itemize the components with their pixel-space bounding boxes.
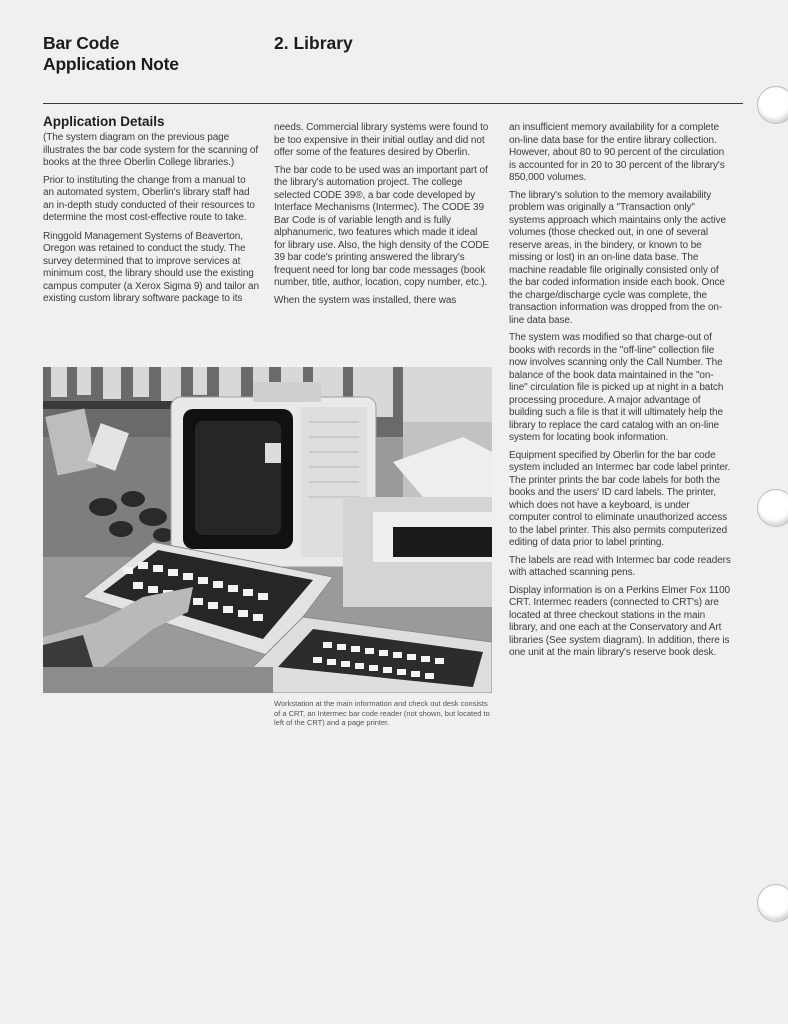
text-column-1 [43,132,259,311]
paragraph: The system was modified so that charge-out of books with records in the "off-line" collection file now involves scanning only the Call Number. The balance of the book data maintained in the "on-line" circulation file is picked up at night in a batch processing procedure. A major advantage of building such a file is that it will ultimately help the library to replace the card catalog with an on-line system for locating book information. [509,332,724,443]
binder-hole-middle [757,489,788,527]
paragraph: (The system diagram on the previous page illustrates the bar code system for the scanning of books at the three Oberlin College libraries.) [43,132,259,168]
section-heading: 2. Library [274,33,353,53]
paragraph: an insufficient memory availability for a complete on-line data base for the entire library collection. However, about 80 to 90 percent of the circulation is accounted for in 20 to 30 percent of the library's 850,000 volumes. [509,122,725,183]
paragraph: The bar code to be used was an important part of the library's automation project. The college selected CODE 39®, a bar code developed by Interface Mechanisms (Intermec). The CODE 39 Bar Code is of variable length and is fully alphanumeric, two features which made it ideal for library use. Also, the high density of the CODE 39 bar code's printing answered the library's frequent need for long bar code messages (book number, title, author, location, copy number, etc.). [274,164,490,288]
paragraph: The library's solution to the memory availability problem was originally a "Transaction only" systems approach which maintains only the active volumes (those checked out, in one of several reserve areas, in the bindery, or known to be missing or lost) in an on-line data base. The machine readable file originally consisted only of the bar coded information inside each book. Once the charge/discharge cycle was complete, the transaction information was dropped from the on-line data base. [509,189,726,326]
title-line-2: Application Note [43,54,179,74]
header-divider [43,103,743,104]
photo-caption: Workstation at the main information and check out desk consists of a CRT, an Intermec bar code reader (not shown, but located to left of the CRT) and a page printer. [274,699,490,727]
document-title [43,33,179,75]
paragraph: Equipment specified by Oberlin for the bar code system included an Intermec bar code label printer. The printer prints the bar code labels for both the books and the users' ID card labels. The printer, which does not have a keyboard, is under computer control to eliminate unauthorized access to the label printer. This also permits computerized editing of data prior to label printing. [509,449,731,548]
application-details-heading: Application Details [43,114,165,129]
paragraph: Ringgold Management Systems of Beaverton, Oregon was retained to conduct the study. The survey determined that to improve services at minimum cost, the library should use the existing campus computer (a Xerox Sigma 9) and tailor an existing custom library software package to its [43,230,259,304]
paragraph: The labels are read with Intermec bar code readers with attached scanning pens. [509,554,731,578]
binder-hole-bottom [757,884,788,922]
paragraph: Display information is on a Perkins Elmer Fox 1100 CRT. Intermec readers (connected to CRT's) are located at three checkout stations in the main library, and one each at the Conservatory and Art libraries (See system diagram). In addition, there is one unit at the main library's reserve book desk. [509,584,731,658]
text-column-3 [509,122,731,665]
text-column-2 [274,122,491,312]
paragraph: needs. Commercial library systems were found to be too expensive in their initial outlay and did not offer some of the features desired by Oberlin. [274,122,489,158]
title-line-1: Bar Code [43,33,120,53]
workstation-photo [43,367,492,693]
paragraph: When the system was installed, there was [274,294,457,306]
paragraph: Prior to instituting the change from a manual to an automated system, Oberlin's library staff had an in-depth study conducted of their resources to determine the most cost-effective route to take. [43,174,255,223]
binder-hole-top [757,86,788,124]
